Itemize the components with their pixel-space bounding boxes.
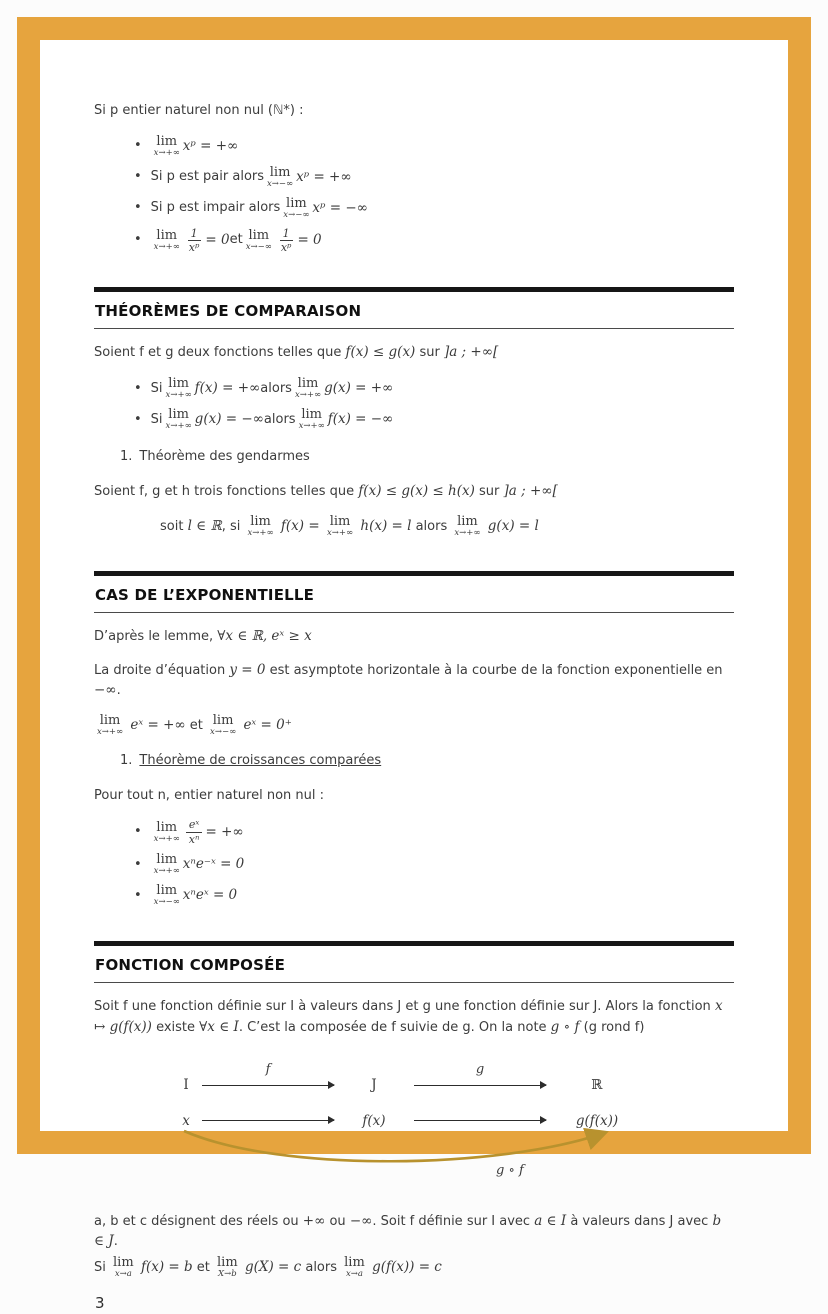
document-page bbox=[40, 40, 788, 1314]
paragraph bbox=[94, 1211, 734, 1252]
text-run: alors bbox=[411, 518, 452, 534]
text-run: à valeurs dans J avec bbox=[566, 1213, 713, 1229]
limit-notation: lim X→b bbox=[217, 1254, 238, 1280]
math-expression: +∞ bbox=[302, 1212, 326, 1229]
fraction: $\frac{\text{eˣ}}{\text{xⁿ}}$ bbox=[186, 818, 203, 845]
math-expression: a ∈ I bbox=[534, 1212, 567, 1229]
list-item bbox=[134, 196, 734, 221]
math-expression: f(x) ≤ g(x) bbox=[345, 344, 416, 361]
math-expression: eˣ = +∞ bbox=[126, 716, 186, 733]
diagram-node-R: ℝ bbox=[591, 1077, 603, 1094]
limit-notation: lim x→+∞ bbox=[454, 513, 481, 539]
text-run: • Si bbox=[150, 380, 163, 396]
diagram-node-I: I bbox=[183, 1077, 189, 1094]
arrow-label-g: g bbox=[475, 1062, 485, 1078]
paragraph bbox=[94, 714, 734, 737]
limit-notation: • lim x→+∞ bbox=[153, 133, 180, 158]
text-run: et bbox=[192, 1259, 215, 1275]
math-expression: ]a ; +∞[ bbox=[443, 344, 499, 361]
section-title: CAS DE L’EXPONENTIELLE bbox=[95, 585, 315, 604]
arrow-label-f: f bbox=[265, 1062, 271, 1078]
text-run: alors bbox=[260, 380, 292, 396]
text-run: . bbox=[116, 683, 121, 699]
paragraph bbox=[94, 660, 734, 701]
diagram-node-x: x bbox=[182, 1112, 190, 1129]
math-expression: g(f(x)) = c bbox=[367, 1258, 442, 1275]
text-run: (g rond f) bbox=[579, 1019, 645, 1035]
math-expression: xᵖ = +∞ bbox=[182, 137, 239, 154]
section-title: FONCTION COMPOSÉE bbox=[95, 955, 286, 974]
intro-bullet-list bbox=[134, 134, 734, 254]
item-label: Théorème des gendarmes bbox=[139, 448, 310, 464]
arrow-line bbox=[202, 1085, 334, 1086]
arrow-line bbox=[202, 1120, 334, 1121]
math-expression: = +∞ bbox=[205, 824, 244, 841]
text-run: • Si bbox=[150, 411, 163, 427]
section-title: THÉORÈMES DE COMPARAISON bbox=[95, 301, 362, 320]
list-item bbox=[134, 134, 734, 159]
text-run: Soient f et g deux fonctions telles que bbox=[94, 345, 346, 361]
math-expression: xᵖ = −∞ bbox=[312, 199, 368, 216]
text-run: existe bbox=[151, 1019, 200, 1035]
math-expression: g(x) = l bbox=[483, 517, 539, 534]
list-item bbox=[134, 852, 734, 877]
text-run: . C’est la composée de f suivie de g. On la note bbox=[238, 1019, 551, 1035]
section-header-comparison bbox=[94, 287, 734, 330]
math-expression: = 0 bbox=[205, 232, 230, 249]
paragraph bbox=[160, 515, 734, 538]
limit-notation: lim x→−∞ bbox=[245, 227, 272, 253]
text-run: Si bbox=[94, 1259, 110, 1275]
diagram-grid bbox=[170, 1057, 648, 1131]
limit-notation: lim x→a bbox=[113, 1254, 134, 1280]
math-expression: −∞ bbox=[94, 682, 117, 699]
math-expression: ∀x ∈ I bbox=[199, 1018, 239, 1035]
limit-notation: • lim x→+∞ bbox=[153, 227, 180, 253]
text-run: sur bbox=[474, 484, 504, 500]
limit-notation: lim x→+∞ bbox=[326, 513, 354, 539]
math-expression: = 0 bbox=[297, 232, 322, 249]
math-expression: x ↦ g(f(x)) bbox=[94, 998, 723, 1035]
composition-diagram bbox=[170, 1057, 648, 1189]
math-expression: g(X) = c bbox=[240, 1258, 302, 1275]
list-item bbox=[134, 165, 734, 190]
text-run: ou bbox=[325, 1213, 350, 1229]
math-expression: xⁿeˣ = 0 bbox=[182, 887, 238, 904]
text-run: et bbox=[229, 232, 243, 248]
math-expression: h(x) = l bbox=[356, 517, 412, 534]
paragraph bbox=[94, 342, 734, 363]
math-expression: f(x) = +∞ bbox=[194, 380, 261, 397]
section-header-exponential bbox=[94, 571, 734, 614]
math-expression: f(x) = b bbox=[136, 1258, 193, 1275]
intro-paragraph: Si p entier naturel non nul (ℕ*) : bbox=[94, 103, 304, 118]
paragraph bbox=[94, 1256, 734, 1279]
list-item bbox=[134, 227, 734, 254]
text-run: , si bbox=[221, 518, 245, 534]
paragraph bbox=[94, 996, 734, 1037]
math-expression: f(x) = bbox=[276, 517, 324, 534]
arrow-line bbox=[414, 1085, 546, 1086]
text-run: . Soit f définie sur I avec bbox=[372, 1213, 535, 1229]
list-item bbox=[134, 407, 734, 432]
limit-notation: lim x→−∞ bbox=[267, 164, 294, 189]
diagram-node-J: J bbox=[371, 1077, 377, 1094]
text-run: et bbox=[185, 717, 208, 733]
page-number: 3 bbox=[95, 1293, 105, 1312]
limit-notation: lim x→+∞ bbox=[97, 712, 124, 737]
text-run: Soient f, g et h trois fonctions telles que bbox=[94, 484, 359, 500]
math-expression: f(x) = −∞ bbox=[327, 411, 394, 428]
item-number: 1. bbox=[120, 753, 133, 769]
math-expression: −∞ bbox=[349, 1212, 373, 1229]
paragraph: Pour tout n, entier naturel non nul : bbox=[94, 787, 325, 803]
fraction: $\frac{1}{\text{xᵖ}}$ bbox=[280, 226, 292, 254]
math-expression: f(x) ≤ g(x) ≤ h(x) bbox=[358, 483, 475, 500]
item-number: 1. bbox=[120, 448, 133, 464]
section-header-composition bbox=[94, 941, 734, 984]
function-arrow-g bbox=[414, 1062, 546, 1092]
item-label: Théorème de croissances comparées bbox=[139, 753, 382, 769]
limit-notation: lim x→+∞ bbox=[294, 375, 322, 401]
limit-notation: • lim x→−∞ bbox=[153, 882, 180, 908]
numbered-item-croissances bbox=[120, 751, 734, 771]
math-expression: xⁿe⁻ˣ = 0 bbox=[182, 856, 245, 873]
function-arrow-f bbox=[202, 1062, 334, 1092]
limit-notation: lim x→−∞ bbox=[283, 195, 310, 220]
limit-notation: • lim x→+∞ bbox=[153, 851, 180, 877]
math-expression: ]a ; +∞[ bbox=[503, 483, 558, 500]
list-item bbox=[134, 818, 734, 845]
limit-notation: lim x→+∞ bbox=[298, 406, 325, 432]
text-run: . bbox=[113, 1234, 118, 1250]
limit-notation: lim x→a bbox=[344, 1254, 365, 1280]
paragraph bbox=[94, 481, 734, 502]
math-expression: g(x) = −∞ bbox=[194, 411, 264, 428]
limit-notation: lim x→−∞ bbox=[210, 712, 237, 737]
math-expression: b ∈ J bbox=[94, 1212, 722, 1250]
text-run: sur bbox=[415, 345, 444, 361]
text-run: • Si p est pair alors bbox=[150, 169, 265, 185]
comparison-bullet-list bbox=[134, 376, 734, 432]
math-expression: ∀x ∈ ℝ, eˣ ≥ x bbox=[217, 628, 312, 645]
text-run: • Si p est impair alors bbox=[150, 200, 281, 216]
text-run: alors bbox=[263, 411, 296, 427]
text-run: a, b et c désignent des réels ou bbox=[94, 1213, 303, 1229]
text-run: est asymptote horizontale à la courbe de la fonction exponentielle en bbox=[265, 662, 723, 678]
text-run: soit bbox=[160, 518, 188, 534]
text-run: Soit f une fonction définie sur I à valeurs dans J et g une fonction définie sur J. Alors la fonction bbox=[94, 999, 715, 1015]
exponential-bullet-list bbox=[134, 818, 734, 907]
diagram-node-fx: f(x) bbox=[362, 1112, 386, 1129]
list-item bbox=[134, 376, 734, 401]
math-expression: xᵖ = +∞ bbox=[296, 168, 352, 185]
limit-notation: lim x→+∞ bbox=[247, 513, 274, 539]
text-run: D’après le lemme, bbox=[94, 629, 218, 645]
limit-notation: lim x→+∞ bbox=[165, 406, 192, 432]
text-run: alors bbox=[301, 1259, 342, 1275]
limit-notation: • lim x→+∞ bbox=[153, 819, 180, 845]
paragraph bbox=[94, 626, 734, 647]
math-expression: y = 0 bbox=[229, 661, 266, 678]
math-expression: eˣ = 0⁺ bbox=[239, 716, 292, 733]
list-item bbox=[134, 883, 734, 908]
text-run: La droite d’équation bbox=[94, 662, 230, 678]
fraction: $\frac{1}{\text{xᵖ}}$ bbox=[188, 226, 200, 254]
math-expression: l ∈ ℝ bbox=[187, 517, 222, 534]
curve-label-g-rond-f: g ∘ f bbox=[496, 1163, 524, 1179]
page-border bbox=[17, 17, 811, 1312]
diagram-node-gfx: g(f(x)) bbox=[575, 1112, 619, 1129]
numbered-item-gendarmes bbox=[120, 447, 734, 467]
math-expression: g(x) = +∞ bbox=[324, 380, 394, 397]
arrow-line bbox=[414, 1120, 546, 1121]
math-expression: g ∘ f bbox=[550, 1018, 580, 1035]
limit-notation: lim x→+∞ bbox=[165, 375, 192, 401]
